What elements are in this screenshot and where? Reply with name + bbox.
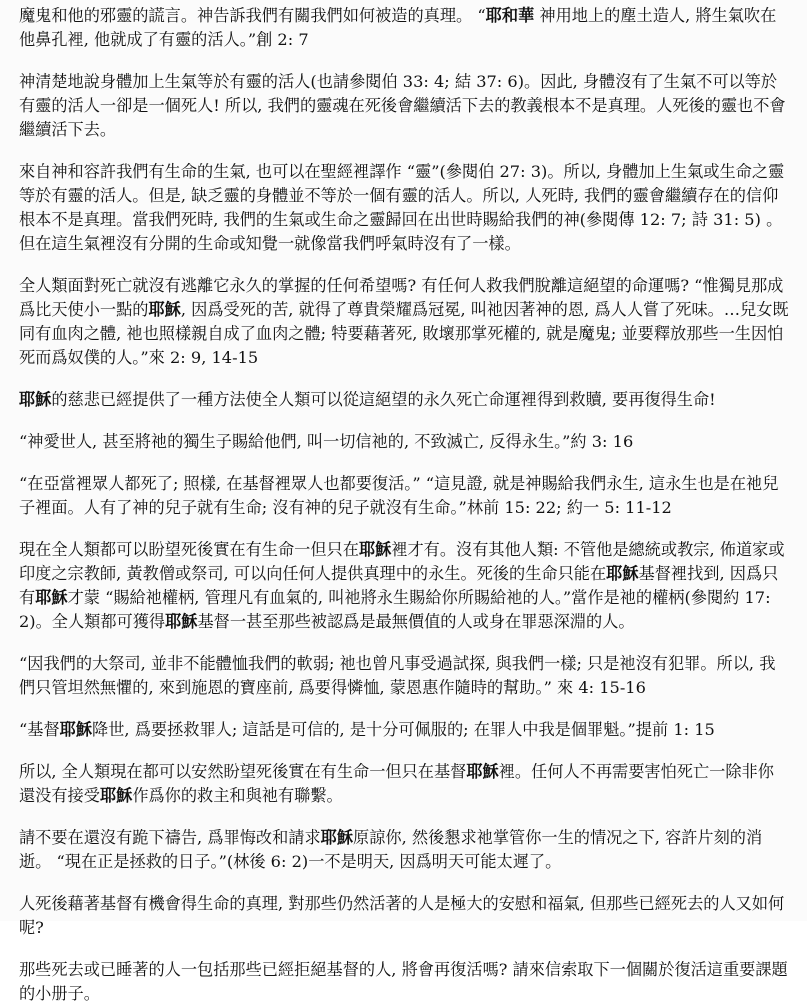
paragraph-john-3-16: [19, 430, 789, 454]
text-segment: 全人類面對死亡就沒有逃離它永久的掌握的任何希望嗎? 有任何人救我們脫離這絕望的命運嗎? “惟獨見那成爲比天使小一點的: [19, 276, 784, 319]
text-segment: 來自神和容許我們有生命的生氣, 也可以在聖經裡譯作 “靈”(參閱伯 27: 3)。所以, 身體加上生氣或生命之靈等於有靈的活人。但是, 缺乏靈的身體並不等於一個有靈的活人。所以, 人死時, 我們的靈會繼續存在的信仰根本不是真理。當我們死時, 我們的生氣或生命之靈歸回在出世時賜給我們的神(參閱傳 12: 7; 詩 31: 5) 。但在這生氣裡沒有分開的生命或知覺一就像當我們呼氣時沒有了一樣。: [19, 162, 785, 253]
text-segment: “基督: [19, 720, 60, 739]
text-segment: 現在全人類都可以盼望死後實在有生命一但只在: [19, 540, 359, 559]
text-segment: “因我們的大祭司, 並非不能體恤我們的軟弱; 祂也曾凡事受過試探, 與我們一樣; 只是祂沒有犯罪。所以, 我們只管坦然無懼的, 來到施恩的寶座前, 爲要得憐恤, 蒙恩惠作隨時的幫助。” 來 4: 15-16: [19, 654, 776, 697]
text-segment-bold: 耶穌: [358, 540, 392, 559]
paragraph-spirit: [19, 160, 789, 256]
text-segment: “神愛世人, 甚至將祂的獨生子賜給他們, 叫一切信祂的, 不致滅亡, 反得永生。”約 3: 16: [19, 432, 634, 451]
text-segment-bold: 耶穌: [19, 390, 52, 409]
text-segment: 才蒙 “賜給祂權柄, 管理凡有血氣的, 叫祂將永生賜給你所賜給祂的人。”當作是祂的權柄(參閱約 17: 2)。全人類都可獲得: [19, 588, 771, 631]
text-segment-bold: 耶穌: [59, 720, 93, 739]
paragraph-body-breath: [19, 70, 789, 142]
text-segment: 請不要在還沒有跪下禱告, 爲罪悔改和請求: [19, 828, 321, 847]
paragraph-resurrection-booklet: [19, 958, 789, 1006]
text-segment: 裡。任何人不再需要害怕死亡一除非你還没有接受: [19, 762, 774, 805]
paragraph-mercy: [19, 388, 789, 412]
text-segment: , 因爲受死的苦, 就得了尊貴榮耀爲冠冕, 叫祂因著神的恩, 爲人人嘗了死味。…兒女既同有血肉之體, 祂也照樣親自成了血肉之體; 特要藉著死, 敗壞那掌死權的, 就是魔鬼; 並要釋放那些一生因怕死而爲奴僕的人。”來 2: 9, 14-15: [19, 300, 789, 367]
paragraph-peaceful-hope: [19, 760, 789, 808]
paragraph-creation: [19, 4, 789, 52]
text-segment: 的慈悲已經提供了一種方法使全人類可以從這絕望的永久死亡命運裡得到救贖, 要再復得生命!: [51, 390, 716, 409]
text-segment: 神用地上的塵土造人, 將生氣吹在他鼻孔裡, 他就成了有靈的活人。”創 2: 7: [19, 6, 777, 49]
text-segment-bold: 耶穌: [466, 762, 499, 781]
text-segment: 基督裡找到, 因爲只有: [19, 564, 779, 607]
text-segment-bold: 耶和華: [485, 6, 535, 25]
text-segment: 裡才有。沒有其他人類: 不管他是總統或教宗, 佈道家或印度之宗教師, 黃教僧或祭司, 可以向任何人提供真理中的永生。死後的生命只能在: [19, 540, 785, 583]
paragraph-save-sinners: [19, 718, 789, 742]
text-segment: 降世, 爲要拯救罪人; 這話是可信的, 是十分可佩服的; 在罪人中我是個罪魁。”提前 1: 15: [92, 720, 715, 739]
text-segment: 基督一甚至那些被認爲是最無價值的人或身在罪惡深淵的人。: [197, 612, 635, 631]
text-segment: 魔鬼和他的邪靈的謊言。神告訴我們有關我們如何被造的真理。 “: [19, 6, 486, 25]
paragraph-only-in-jesus: [19, 538, 789, 634]
text-segment-bold: 耶穌: [320, 828, 354, 847]
paragraph-pray-now: [19, 826, 789, 874]
text-segment: “在亞當裡眾人都死了; 照樣, 在基督裡眾人也都要復活。” “這見證, 就是神賜給我們永生, 這永生也是在祂兒子裡面。人有了神的兒子就有生命; 沒有神的兒子就沒有生命。”林前 15: 22; 約一 5: 11-12: [19, 474, 779, 517]
text-segment: 那些死去或已睡著的人一包括那些已經拒絕基督的人, 將會再復活嗎? 請來信索取下一個關於復活這重要課題的小册子。: [19, 960, 788, 1003]
paragraph-hope: [19, 274, 789, 370]
text-segment: 人死後藉著基督有機會得生命的真理, 對那些仍然活著的人是極大的安慰和福氣, 但那些已經死去的人又如何呢?: [19, 894, 785, 937]
text-segment-bold: 耶穌: [148, 300, 181, 319]
text-segment: 所以, 全人類現在都可以安然盼望死後實在有生命一但只在基督: [19, 762, 467, 781]
text-segment: 原諒你, 然後懇求祂掌管你一生的情况之下, 容許片刻的消逝。 “現在正是拯救的日子。”(林後 6: 2)一不是明天, 因爲明天可能太遲了。: [19, 828, 763, 871]
text-segment-bold: 耶穌: [606, 564, 639, 583]
text-segment: 神清楚地說身體加上生氣等於有靈的活人(也請參閱伯 33: 4; 結 37: 6)。因此, 身體沒有了生氣不可以等於有靈的活人一卻是一個死人! 所以, 我們的靈魂在死後會繼續活下去的教義根本不是真理。人死後的靈也不會繼續活下去。: [19, 72, 786, 139]
text-segment-bold: 耶穌: [99, 786, 133, 805]
text-segment-bold: 耶穌: [165, 612, 198, 631]
paragraph-adam: [19, 472, 789, 520]
paragraph-comfort: [19, 892, 789, 940]
text-segment: 作爲你的救主和與祂有聯繫。: [132, 786, 343, 805]
text-segment-bold: 耶穌: [35, 588, 68, 607]
paragraph-high-priest: [19, 652, 789, 700]
